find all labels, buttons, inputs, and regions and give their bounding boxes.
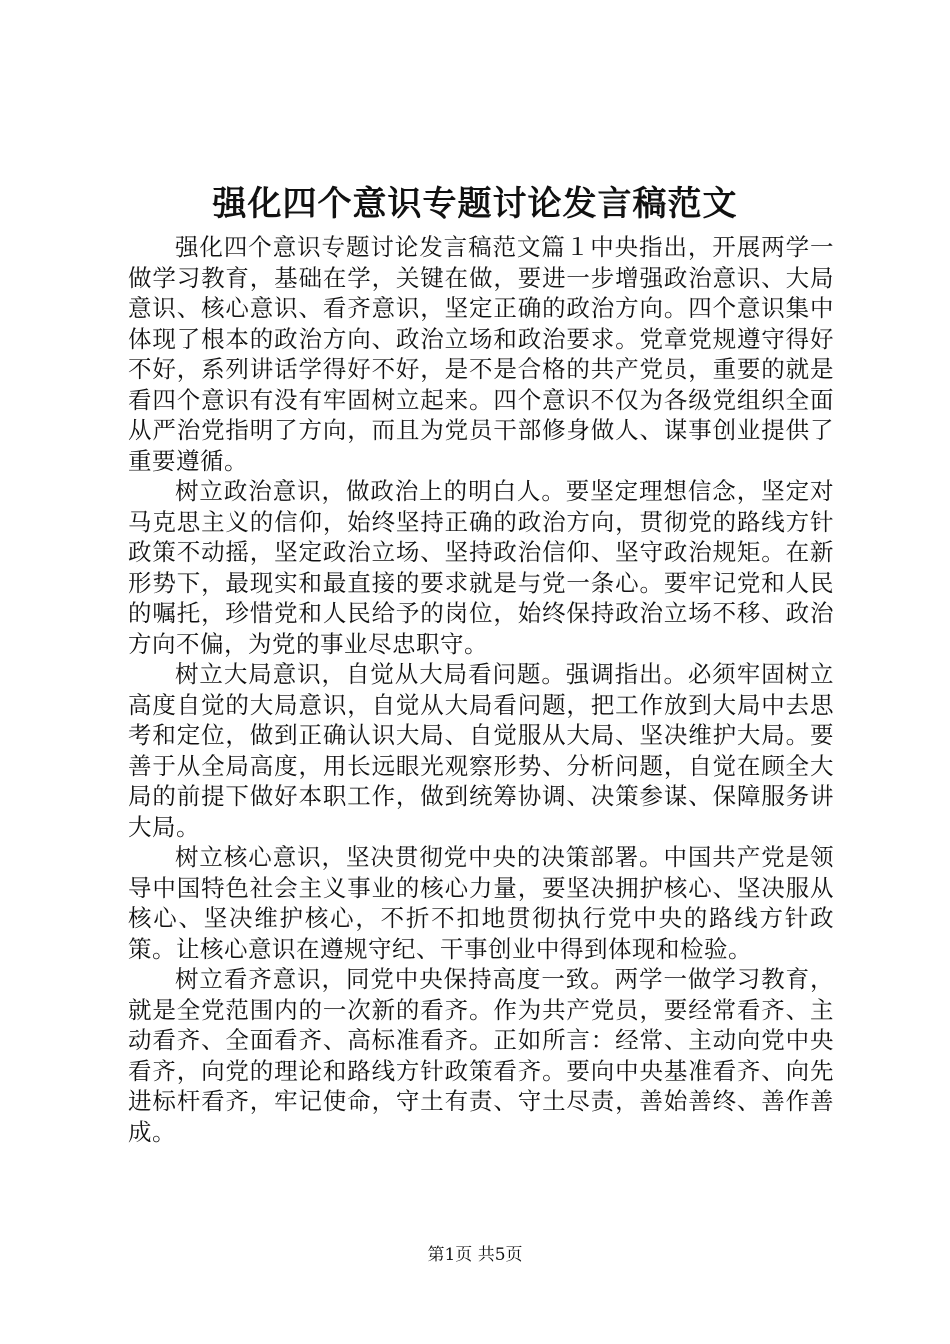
paragraph-core-awareness: 树立核心意识，坚决贯彻党中央的决策部署。中国共产党是领导中国特色社会主义事业的核心力量，要坚决拥护核心、坚决服从核心、坚决维护核心，不折不扣地贯彻执行党中央的路线方针政策。让核心意识在遵规守纪、干事创业中得到体现和检验。 xyxy=(128,843,834,963)
document-title: 强化四个意识专题讨论发言稿范文 xyxy=(212,184,738,224)
document-body xyxy=(128,232,834,1147)
paragraph-overall-awareness: 树立大局意识，自觉从大局看问题。强调指出。必须牢固树立高度自觉的大局意识，自觉从大局看问题，把工作放到大局中去思考和定位，做到正确认识大局、自觉服从大局、坚决维护大局。要善于从全局高度，用长远眼光观察形势、分析问题，自觉在顾全大局的前提下做好本职工作，做到统筹协调、决策参谋、保障服务讲大局。 xyxy=(128,660,834,841)
paragraph-political-awareness: 树立政治意识，做政治上的明白人。要坚定理想信念，坚定对马克思主义的信仰，始终坚持正确的政治方向，贯彻党的路线方针政策不动摇，坚定政治立场、坚持政治信仰、坚守政治规矩。在新形势下，最现实和最直接的要求就是与党一条心。要牢记党和人民的嘱托，珍惜党和人民给予的岗位，始终保持政治立场不移、政治方向不偏，为党的事业尽忠职守。 xyxy=(128,477,834,658)
page-footer: 第1页 共5页 xyxy=(427,1245,523,1265)
paragraph-alignment-awareness: 树立看齐意识，同党中央保持高度一致。两学一做学习教育，就是全党范围内的一次新的看齐。作为共产党员，要经常看齐、主动看齐、全面看齐、高标准看齐。正如所言：经常、主动向党中央看齐，向党的理论和路线方针政策看齐。要向中央基准看齐、向先进标杆看齐，牢记使命，守土有责、守土尽责，善始善终、善作善成。 xyxy=(128,965,834,1146)
paragraph-intro: 强化四个意识专题讨论发言稿范文篇１中央指出，开展两学一做学习教育，基础在学，关键在做，要进一步增强政治意识、大局意识、核心意识、看齐意识，坚定正确的政治方向。四个意识集中体现了根本的政治方向、政治立场和政治要求。党章党规遵守得好不好，系列讲话学得好不好，是不是合格的共产党员，重要的就是看四个意识有没有牢固树立起来。四个意识不仅为各级党组织全面从严治党指明了方向，而且为党员干部修身做人、谋事创业提供了重要遵循。 xyxy=(128,233,834,475)
